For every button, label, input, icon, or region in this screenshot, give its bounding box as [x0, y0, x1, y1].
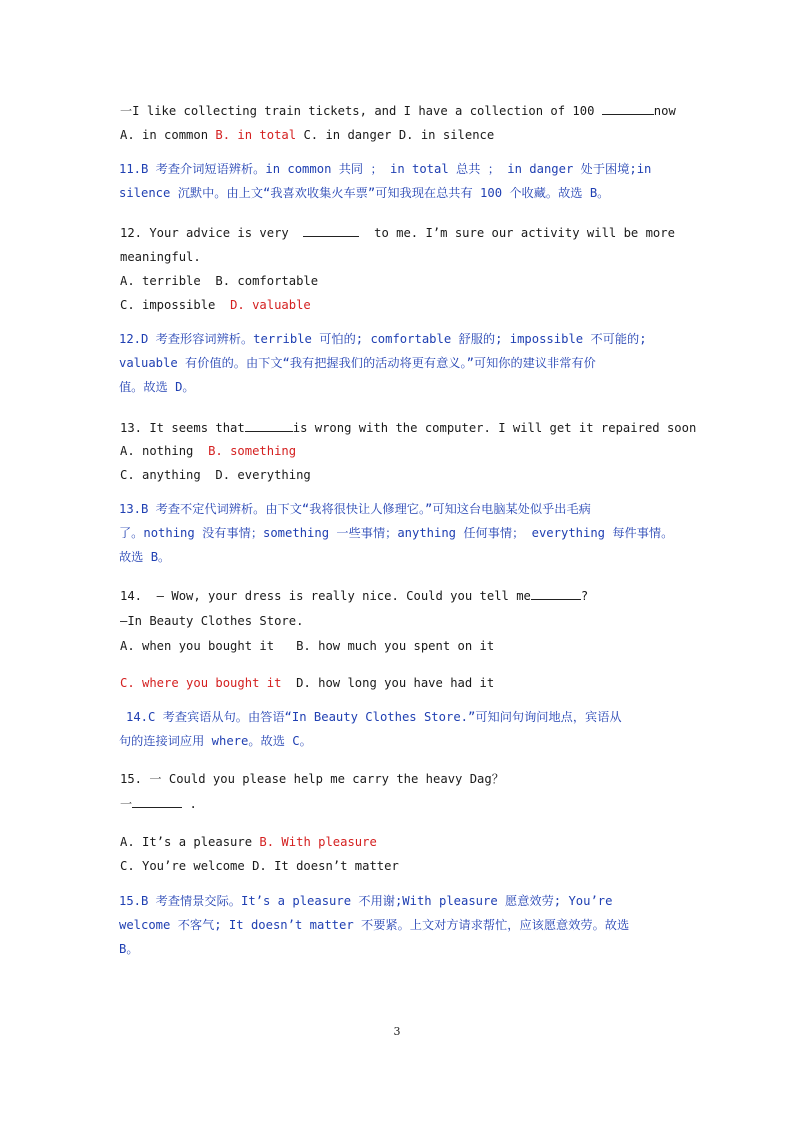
- explanation-line: welcome 不客气; It doesn’t matter 不要紧。上文对方请求帮忙，应该愿意效劳。故选: [119, 918, 630, 932]
- explanation-line: 11.B 考查介词短语辨析。in common 共同 ； in total 总共 ； in danger 处于困境;in: [119, 162, 652, 176]
- answer-blank: [602, 102, 654, 115]
- question-text: .: [182, 797, 197, 811]
- question-15-reply: [120, 795, 197, 813]
- question-13-stem: [120, 419, 696, 437]
- explanation-line: 15.B 考查情景交际。It’s a pleasure 不用谢;With pleasure 愿意效劳; You’re: [119, 894, 613, 908]
- answer-11-explanation: [119, 157, 679, 205]
- explanation-line: 故选 B。: [119, 550, 171, 564]
- question-text: 14. – Wow, your dress is really nice. Could you tell me: [120, 589, 531, 603]
- answer-blank: [303, 224, 359, 237]
- option-c-d: C. in danger D. in silence: [296, 128, 495, 142]
- question-14-options-cd: [120, 674, 494, 692]
- question-text: to me. I’m sure our activity will be more: [359, 226, 675, 240]
- question-13-options-cd: C. anything D. everything: [120, 468, 311, 482]
- explanation-line: 14.C 考查宾语从句。由答语“In Beauty Clothes Store.”可知问句询问地点，宾语从: [126, 710, 622, 724]
- answer-blank: [132, 795, 182, 808]
- explanation-line: 句的连接词应用 where。故选 C。: [119, 734, 312, 748]
- question-12-stem-cont: meaningful.: [120, 250, 201, 264]
- option-b-correct: B. in total: [215, 128, 297, 142]
- question-14-stem: [120, 587, 588, 605]
- question-10-stem: [120, 102, 676, 120]
- question-15-stem: 15. 一 Could you please help me carry the heavy Dag？: [120, 772, 504, 786]
- question-10-options: [120, 126, 494, 144]
- answer-blank: [531, 587, 581, 600]
- question-15-options-cd: C. You’re welcome D. It doesn’t matter: [120, 859, 399, 873]
- question-text: now: [653, 104, 676, 118]
- question-text: 12. Your advice is very: [120, 226, 304, 240]
- question-13-options-ab: [120, 442, 296, 460]
- question-12-stem: [120, 224, 675, 242]
- answer-12-explanation: [119, 327, 679, 399]
- page-number: 3: [393, 1025, 401, 1038]
- answer-blank: [245, 419, 293, 432]
- option-d-correct: D. valuable: [230, 298, 311, 312]
- explanation-line: valuable 有价值的。由下文“我有把握我们的活动将更有意义。”可知你的建议非常有价: [119, 356, 596, 370]
- explanation-line: 了。nothing 没有事情；something 一些事情；anything 任何事情； everything 每件事情。: [119, 526, 674, 540]
- option-d: D. how long you have had it: [281, 676, 495, 690]
- option-b-correct: B. something: [208, 444, 297, 458]
- question-text: 一I like collecting train tickets, and I have a collection of 100: [120, 104, 602, 118]
- option-a: A. in common: [120, 128, 216, 142]
- explanation-line: B。: [119, 942, 139, 956]
- option-c-correct: C. where you bought it: [120, 676, 282, 690]
- explanation-line: 值。故选 D。: [119, 380, 195, 394]
- dash-mark: 一: [120, 797, 133, 811]
- explanation-line: 13.B 考查不定代词辨析。由下文“我将很快让人修理它。”可知这台电脑某处似乎出毛病: [119, 502, 591, 516]
- answer-13-explanation: [119, 497, 679, 569]
- question-14-options-ab: A. when you bought it B. how much you spent on it: [120, 639, 495, 653]
- question-14-reply: –In Beauty Clothes Store.: [120, 614, 304, 628]
- option-a: A. nothing: [120, 444, 209, 458]
- question-12-options-cd: [120, 296, 311, 314]
- question-15-options-ab: [120, 833, 377, 851]
- explanation-line: 12.D 考查形容词辨析。terrible 可怕的; comfortable 舒服的; impossible 不可能的;: [119, 332, 647, 346]
- answer-15-explanation: [119, 889, 679, 961]
- question-text: 13. It seems that: [120, 421, 245, 435]
- explanation-line: silence 沉默中。由上文“我喜欢收集火车票”可知我现在总共有 100 个收藏。故选 B。: [119, 186, 610, 200]
- question-text: is wrong with the computer. I will get it repaired soon: [292, 421, 697, 435]
- option-b-correct: B. With pleasure: [259, 835, 377, 849]
- option-a: A. It’s a pleasure: [120, 835, 260, 849]
- question-text: ?: [580, 589, 589, 603]
- option-c: C. impossible: [120, 298, 231, 312]
- question-12-options-ab: A. terrible B. comfortable: [120, 274, 319, 288]
- answer-14-explanation: [119, 705, 686, 753]
